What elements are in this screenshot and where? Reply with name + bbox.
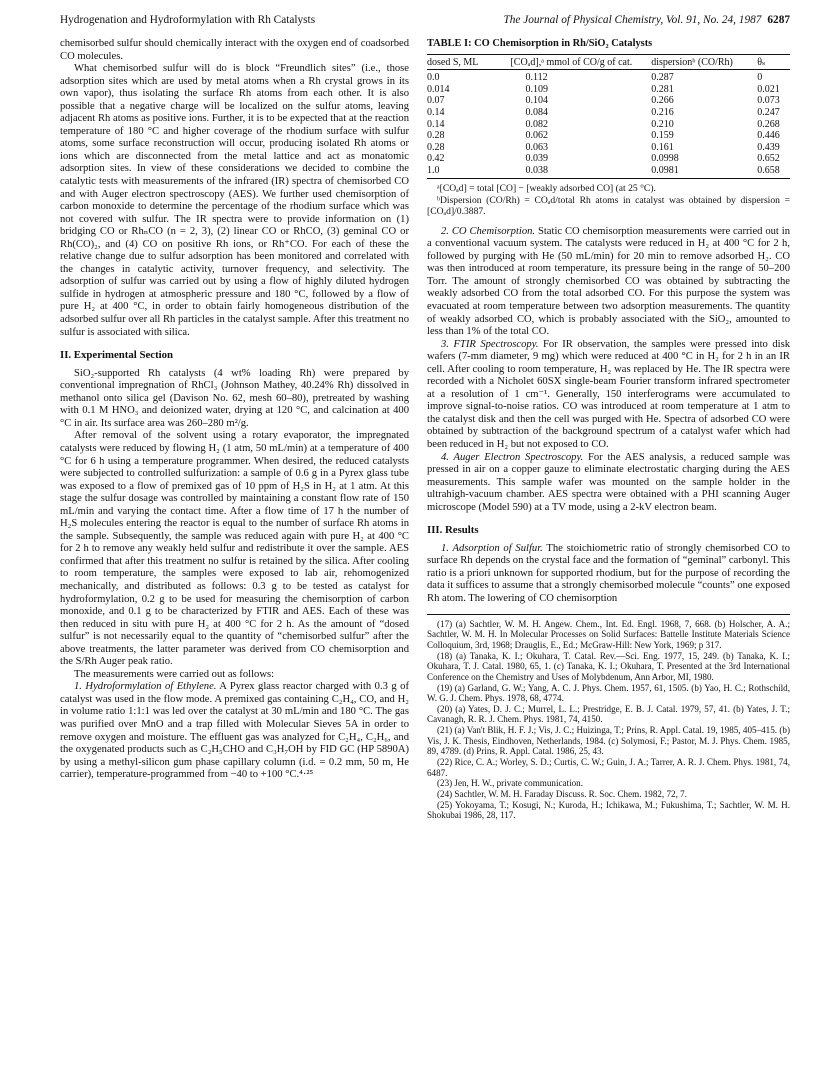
table-cell: 0.014 [427,83,450,95]
page-number: 6287 [767,14,790,26]
table-cell: 0.063 [525,141,549,153]
table-cell: 0.161 [651,141,674,153]
table-cell: 0.0981 [651,165,757,179]
journal-name: The Journal of Physical Chemistry, Vol. 91, No. 24, 1987 [503,14,762,26]
subsection-title: 1. Adsorption of Sulfur. [441,542,543,554]
paragraph [427,226,790,339]
table-cell: 0.658 [757,165,790,179]
table-header-cell: dispersionᵇ (CO/Rh) [651,54,757,70]
table-header-cell: θₛ [757,54,790,70]
running-header [60,14,790,30]
table-row [427,70,790,84]
table-header-cell: [COₐd],ᵃ mmol of CO/g of cat. [496,54,652,70]
table-cell: 0.266 [651,95,674,107]
subsection-title: 1. Hydroformylation of Ethylene. [74,681,217,693]
table-header-cell: dosed S, ML [427,54,496,70]
paragraph [60,681,409,781]
running-title: Hydrogenation and Hydroformylation with Rh Catalysts [60,14,316,26]
paragraph-text: The stoichiometric ratio of strongly chemisorbed CO to surface Rh depends on the crystal face and the formation of “geminal” carbonyl. This ratio is a priori unknown for supported rhodium, but for the purpose of recording the data it suffices to assume that a strongly chemisorbed molecule “counts” one exposed Rh atom. The lowering of CO chemisorption [427,542,790,605]
table-cell: 0.062 [525,130,549,142]
paragraph-text: A Pyrex glass reactor charged with 0.3 g of catalyst was used in the flow mode. A premixed gas containing C₂H₄, CO, and H₂ in volume ratio 1:1:1 was led over the catalyst at 30 mL/min and 180 °C. The gas was purified over MnO and a trap filled with Molecular Sieves 5A in order to remove oxygen and moisture. The effluent gas was analyzed for C₂H₄, C₂H₆, and the oxygenated products such as C₂H₅CHO and C₃H₇OH by FID GC (HP 5890A) by using a methyl-silicon gum phase capillary column (i.d. = 0.2 mm, 50 m, He carrier), temperature-programmed from −40 to +100 °C.⁴·²⁵ [60,681,409,781]
right-column [427,38,790,821]
table-caption: TABLE I: CO Chemisorption in Rh/SiO₂ Catalysts [427,38,653,49]
table-cell: 0.216 [651,106,674,118]
table-cell: 0.247 [757,106,780,118]
table-cell: 0.28 [427,130,445,142]
paragraph-text: Static CO chemisorption measurements were carried out in a conventional vacuum system. The catalysts were reduced in H₂ at 400 °C for 2 h, followed by purging with He (50 mL/min) for 20 min to remove adsorbed H₂. CO was then introduced at room temperature, its pressure being in the range of 50–200 Torr. The amount of strongly chemisorbed CO was obtained by subtracting the weakly adsorbed CO from the total adsorbed CO. For this purpose the system was evacuated at room temperature between two adsorption measurements. The quantity of weakly adsorbed CO, which is probably associated with the SiO₂, amounted to less than 1% of the total CO. [427,225,791,338]
reference-item: (18) (a) Tanaka, K. I.; Okuhara, T. Catal. Rev.—Sci. Eng. 1977, 15, 249. (b) Tanaka, K. I.; Okuhara, T. J. Catal. 1980, 65, 1. (c) Tanaka, K. I.; Okuhara, T. Presented at the 3rd International Conference on the Chemistry and Uses of Molybdenum, Ann Arbor, MI, 1980. [427,650,790,682]
table-body [427,70,790,179]
table-cell: 0 [757,72,763,84]
table-cell: 0.038 [496,165,652,179]
reference-item: (21) (a) Van't Blik, H. F. J.; Vis, J. C.; Huizinga, T.; Prins, R. Appl. Catal. 19, 1985, 405–415. (b) Vis, J. K. Thesis, Eindhoven, Netherlands, 1984. (c) Solymosi, F.; Pastor, M. J. Phys. Chem. 1985, 89, 4789. (d) Prins, R. Appl. Catal. 1986, 25, 43. [427,725,790,757]
table-cell: 0.082 [525,118,549,130]
table-cell: 0.210 [651,118,674,130]
paragraph: chemisorbed sulfur should chemically interact with the oxygen end of coadsorbed CO molecules. [60,38,409,62]
table-cell: 0.104 [525,95,549,107]
reference-item: (17) (a) Sachtler, W. M. H. Angew. Chem., Int. Ed. Engl. 1968, 7, 668. (b) Holscher, A. A.; Sachtler, W. M. H. In Molecular Processes on Solid Surfaces: Battelle Institute Materials Science Colloquium, 3rd, 1968; Drauglis, E., Ed.; McGraw-Hill: New York, 1969; p 317. [427,618,790,650]
table-cell: 0.281 [651,83,674,95]
reference-item: (24) Sachtler, W. M. H. Faraday Discuss. R. Soc. Chem. 1982, 72, 7. [437,789,687,800]
table-row [427,84,790,96]
paragraph-text: For the AES analysis, a reduced sample was pressed in air on a copper gauze to eliminate electrostatic charging during the AES measurements. This sample wafer was mounted on the sample holder in the ultrahigh-vacuum chamber. AES spectra were obtained with a PHI scanning Auger microscope (Model 590) at a TV mode, using a 2-kV electron beam. [427,451,791,513]
table-cell: 0.14 [427,106,445,118]
table-row [427,153,790,165]
left-column [60,38,409,782]
table-cell: 0.039 [525,153,549,165]
reference-item: (22) Rice, C. A.; Worley, S. D.; Curtis, C. W.; Guin, J. A.; Tarrer, A. R. J. Chem. Phys. 1981, 74, 6487. [427,757,790,778]
table-cell: 0.42 [427,153,445,165]
table-cell: 0.446 [757,130,780,142]
table-row [427,95,790,107]
table-cell: 0.268 [757,118,780,130]
reference-item: (20) (a) Yates, D. J. C.; Murrel, L. L.; Prestridge, E. B. J. Catal. 1979, 57, 41. (b) Yates, J. T.; Cavanagh, R. R. J. Chem. Phys. 1981, 74, 4150. [427,703,790,725]
table-cell: 1.0 [427,165,496,179]
table-cell: 0.07 [427,95,445,107]
paragraph: SiO₂-supported Rh catalysts (4 wt% loading Rh) were prepared by conventional impregnation of RhCl₃ (Johnson Mathey, 40.24% Rh) dissolved in methanol onto silica gel (Davison No. 62, mesh 60–80), pretreated by washing with 0.1 M HNO₃ and deionized water, drying at 120 °C, and calcination at 400 °C in air. Its surface area was 260–280 m²/g. [60,367,409,429]
table-row [427,130,790,142]
section-heading: III. Results [427,524,479,537]
paragraph [427,452,790,515]
table-cell: 0.0998 [651,153,679,165]
table-cell: 0.073 [757,95,780,107]
table-cell: 0.287 [651,72,674,84]
table-footnote-b: ᵇDispersion (CO/Rh) = COₐd/total Rh atoms in catalyst was obtained by dispersion = [COₐd]/0.3887. [427,194,790,218]
table-cell: 0.109 [525,83,549,95]
table-row [427,165,790,179]
table-cell: 0.159 [651,130,674,142]
paragraph: After removal of the solvent using a rotary evaporator, the impregnated catalysts were reduced by flowing H₂ (1 atm, 50 mL/min) at a temperature of 400 °C for 6 h using a temperature programmer. When desired, the reduced catalysts were subjected to controlled sulfurization: a sample of 0.6 g in a Pyrex glass tube was exposed to a flow of premixed gas of 10 ppm of H₂S in H₂ at 1 atm. At this stage the sulfur dosage was controlled by maintaining a constant flow rate of 150 mL/min and varying the contact time. After a flow time of 17 h the number of H₂S molecules entering the reactor is equal to the number of surface Rh atoms in the sample. Subsequently, the sample was reduced again with pure H₂ at 400 °C for 2 h to remove any weakly held sulfur and redistribute it over the sample. AES confirmed that after this treatment no sulfur is retained by the silica. After cooling to room temperature, the samples were exposed to lab air, rehomogenized mechanically, and distributed as follows: 0.3 g to be tested as catalyst for hydroformylation, 0.2 g to be used for measuring the chemisorption of carbon monoxide, and 0.1 g to be characterized by FTIR and AES. Each of these was then reduced in situ with pure H₂ at 400 °C for 2 h. As the amount of “dosed sulfur” is not necessarily equal to the quantity of “chemisorbed sulfur” after the above treatments, the latter parameter was derived from CO chemisorption and the S/Rh Auger peak ratio. [60,430,409,668]
table-cell: 0.652 [757,153,780,165]
table-row [427,119,790,131]
reference-item: (23) Jen, H. W., private communication. [437,778,583,789]
table-footnotes [427,183,790,217]
table-cell: 0.439 [757,141,780,153]
table-cell: 0.112 [525,72,548,84]
table-cell: 0.28 [427,141,445,153]
subsection-title: 2. CO Chemisorption. [441,225,536,237]
section-heading: II. Experimental Section [60,349,174,362]
paragraph [427,339,790,452]
table-footnote-a: ᵃ[COₐd] = total [CO] − [weakly adsorbed CO] (at 25 °C). [437,183,656,195]
table-row [427,107,790,119]
table-cell: 0.0 [427,72,440,84]
journal-citation [503,14,790,26]
co-chemisorption-table [427,54,790,180]
paragraph-text: For IR observation, the samples were pressed into disk wafers (7-mm diameter, 9 mg) which were reduced at 400 °C in H₂ for 2 h in an IR cell. After cooling to room temperature, H₂ was replaced by He. The IR spectra were recorded with a Nicholet 60SX single-beam Fourier transform infrared spectrometer at a resolution of 1 cm⁻¹. Generally, 150 interferograms were accumulated to improve signal-to-noise ratios. CO was introduced at room temperature at 1 atm to the catalyst disk and then the cell was purged with He. Spectra of adsorbed CO were obtained by subtraction of the background spectrum of a catalyst wafer which had been reduced in H₂ but not exposed to CO. [427,338,790,450]
references [427,614,790,821]
table-cell: 0.14 [427,118,445,130]
paragraph: The measurements were carried out as follows: [74,668,275,680]
paragraph [427,543,790,606]
subsection-title: 3. FTIR Spectroscopy. [441,338,539,350]
reference-item: (19) (a) Garland, G. W.; Yang, A. C. J. Phys. Chem. 1957, 61, 1505. (b) Yao, H. C.; Rothschild, W. G. J. Chem. Phys. 1978, 68, 4774. [427,682,790,704]
subsection-title: 4. Auger Electron Spectroscopy. [441,451,584,463]
table-row [427,142,790,154]
paragraph: What chemisorbed sulfur will do is block “Freundlich sites” (i.e., those adsorption sites which are used by metal atoms when a Rh crystal grows in its own vapor), thus isolating the surface Rh atoms from each other. It is also possible that a negative charge will be localized on the sulfur atoms, leaving adjacent Rh atoms as positive ions. Further, it is to be expected that at the reaction temperature of 180 °C and higher coverage of the rhodium surface with sulfur atoms, some surface reconstruction will occur, producing isolated Rh atoms or ions which are disconnected from the metal lattice and act as monatomic adsorption sites. In view of these considerations we decided to combine the catalytic tests with measurements of the infrared (IR) spectra of chemisorbed CO and with Auger electron spectroscopy (AES). We further used chemisorption of carbon monoxide to determine the percentage of the rhodium surface which was not covered with sulfur. The IR spectra were to provide information on (1) bridging CO or RhₙCO (n = 2, 3), (2) linear CO or RhCO, (3) geminal CO or Rh(CO)₂, and (4) CO on positive Rh ions, or Rh⁺CO. For each of these the relative change due to sulfur adsorption has been monitored and correlated with the changes in catalytic activity, turnover frequency, and selectivity. The adsorption of sulfur was carried out by using a flow of highly diluted hydrogen sulfide in hydrogen at atmospheric pressure and 180 °C, followed by a flow of pure H₂ at 400 °C, in order to obtain fairly homogeneous distribution of the adsorbed sulfur over all Rh particles in the catalyst sample. After this treatment no sulfur is associated with silica. [60,63,409,338]
reference-item: (25) Yokoyama, T.; Kosugi, N.; Kuroda, H.; Ichikawa, M.; Fukushima, T.; Sachtler, W. M. H. Shokubai 1986, 28, 117. [427,799,790,821]
table-cell: 0.021 [757,83,780,95]
table-header-row [427,54,790,70]
table-cell: 0.084 [525,106,549,118]
